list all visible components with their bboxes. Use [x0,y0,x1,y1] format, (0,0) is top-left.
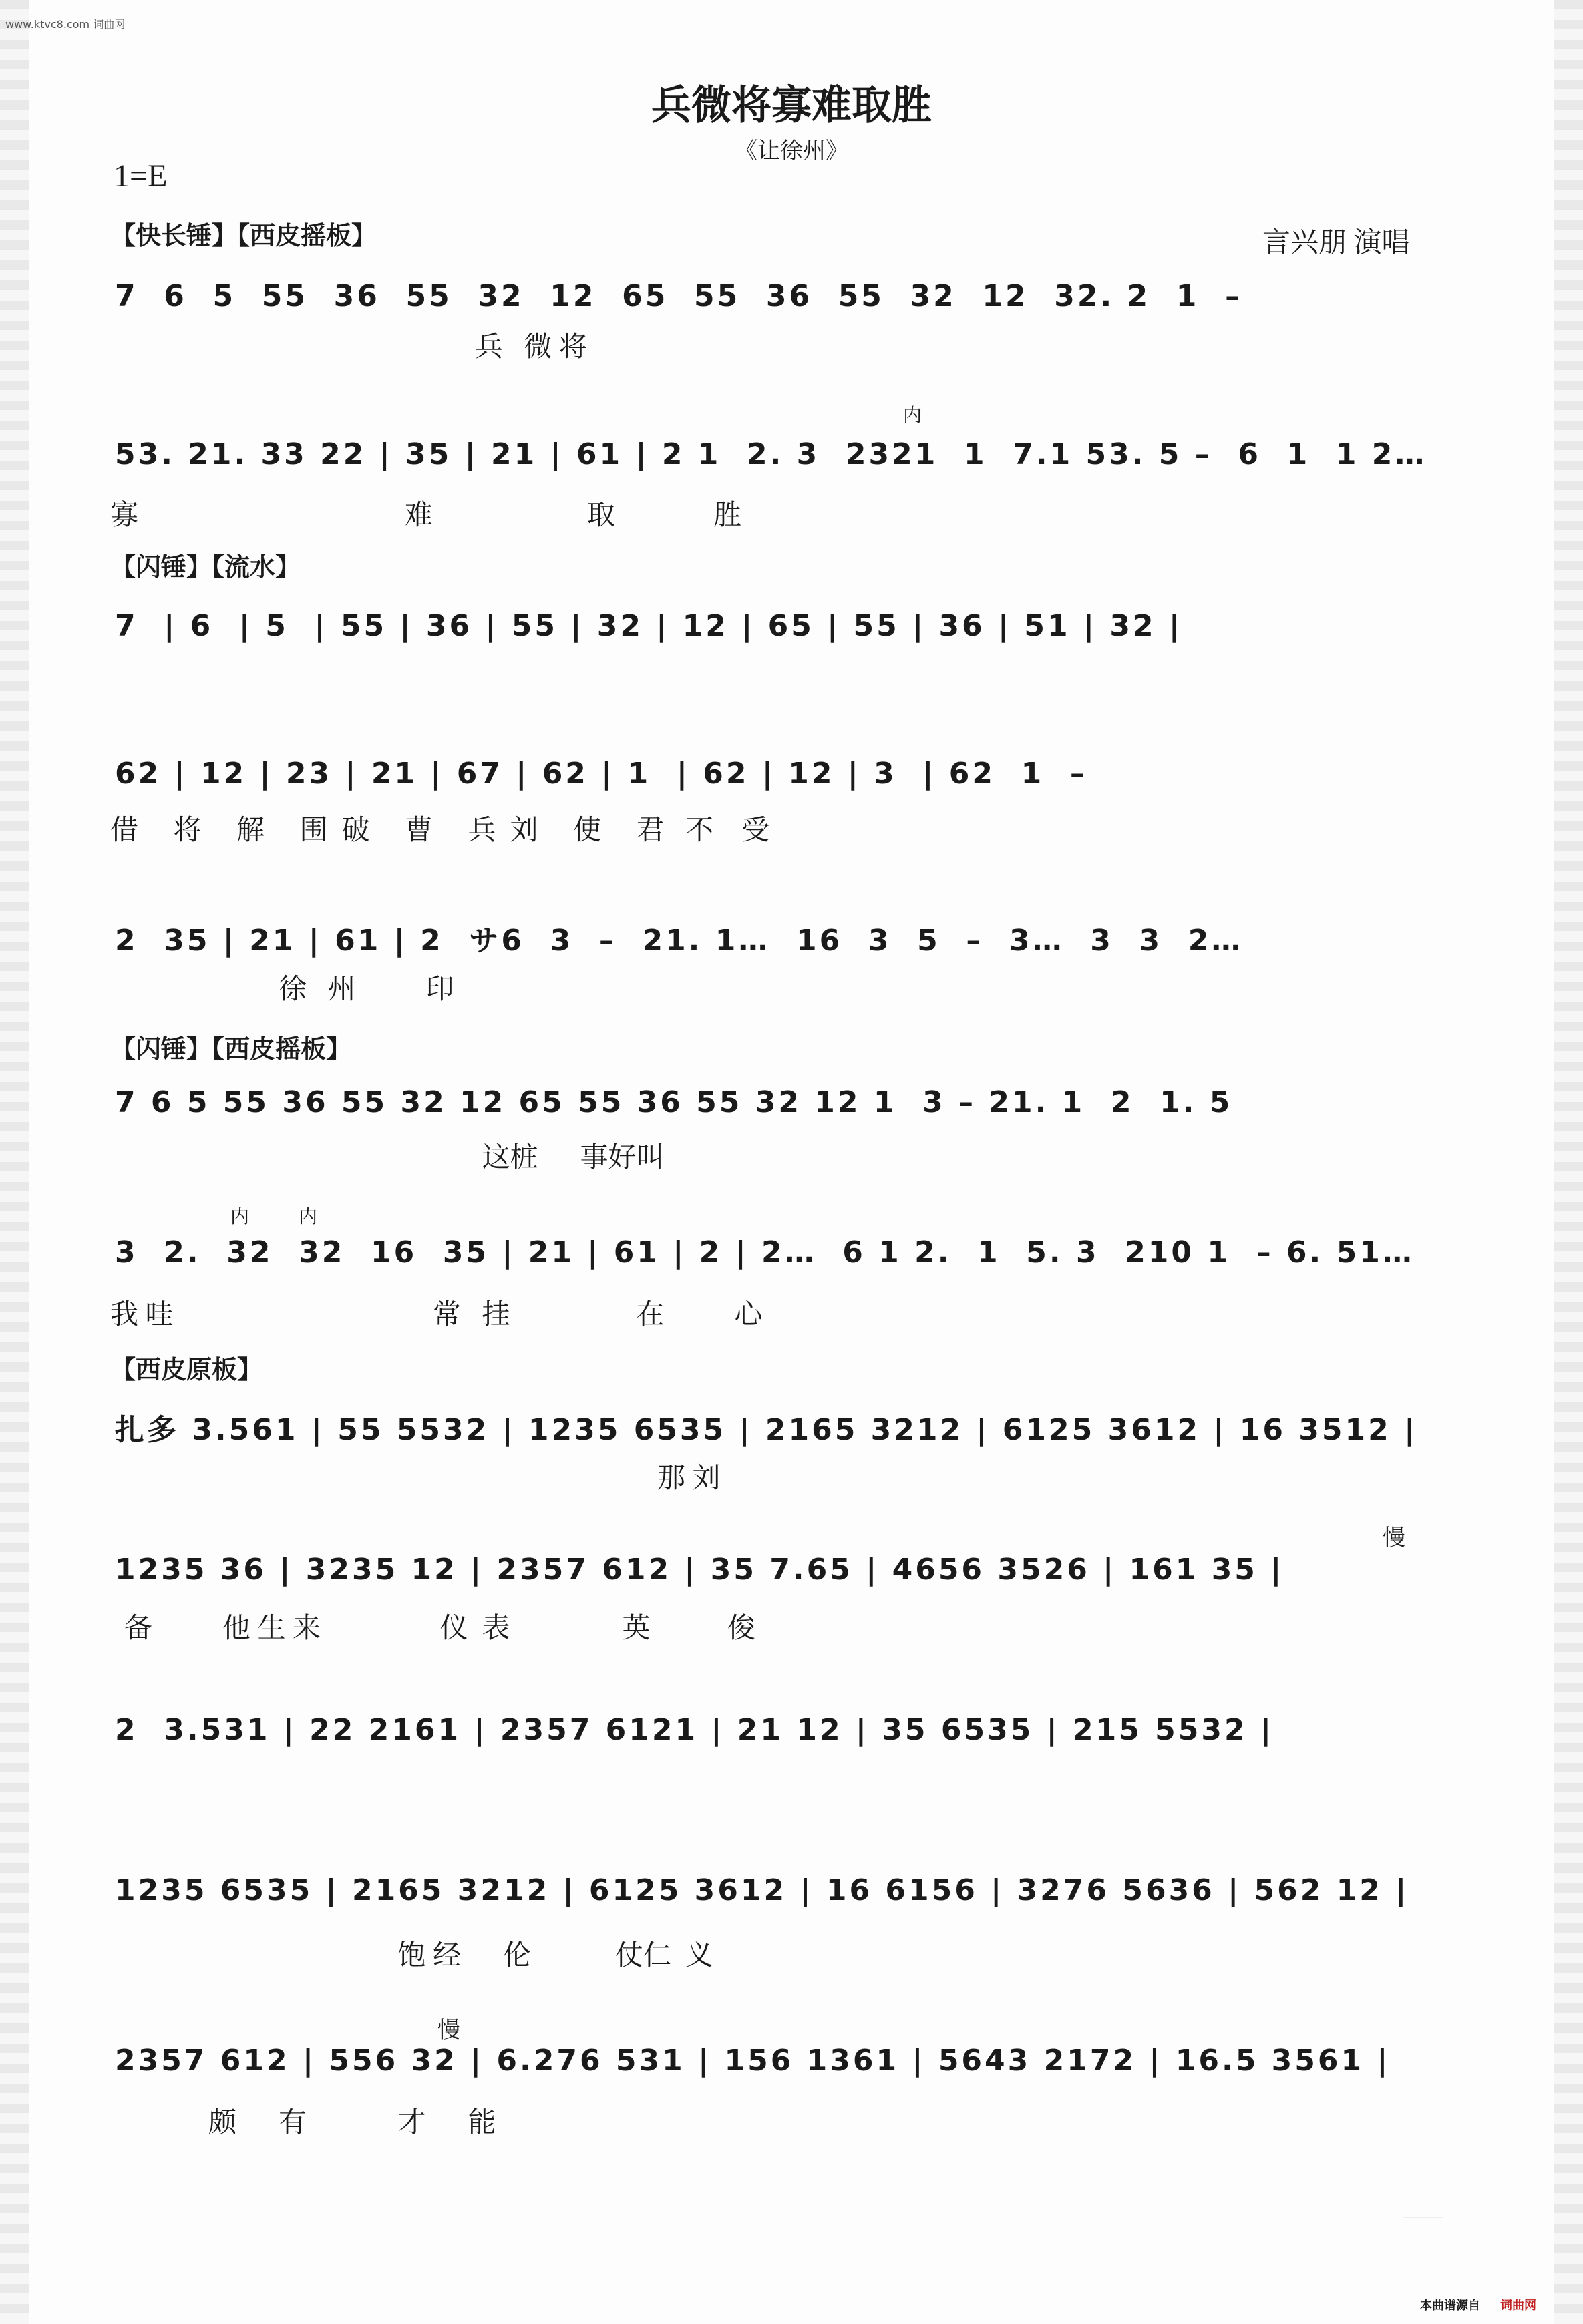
song-subtitle: 《让徐州》 [735,138,848,164]
section-label-2: 【闪锤】【流水】 [110,552,301,582]
singer-credit: 言兴朋 演唱 [1262,228,1410,258]
notation-line-1: 7 6 5 55 36 55 32 12 65 55 36 55 32 12 32. 2 1 – [115,279,1243,313]
notation-line-11: 1235 6535 | 2165 3212 | 6125 3612 | 16 6156 | 3276 5636 | 562 12 | [115,1873,1409,1907]
footer [1420,2296,1536,2313]
lyrics-line-7: 我 哇 常 挂 在 心 [110,1300,763,1330]
annotation-nei-2: 内 [230,1205,250,1227]
annotation-nei-1: 内 [903,404,922,426]
lyrics-line-4: 借 将 解 围 破 曹 兵 刘 使 君 不 受 [110,815,770,846]
notation-line-8: 扎多 3.561 | 55 5532 | 1235 6535 | 2165 3212 | 6125 3612 | 16 3512 | [115,1413,1418,1447]
annotation-nei-3: 内 [299,1205,318,1227]
notation-line-3: 7 | 6 | 5 | 55 | 36 | 55 | 32 | 12 | 65 | 55 | 36 | 51 | 32 | [115,609,1182,643]
right-border-band [1554,0,1583,2324]
lyrics-line-9: 备 他 生 来 仪 表 英 俊 [110,1613,756,1644]
notation-line-5: 2 35 | 21 | 61 | 2 サ6 3 – 21. 1… 16 3 5 – 3… 3 3 2… [115,924,1244,958]
footer-text: 本曲谱源自 [1420,2299,1480,2313]
watermark-url: www.ktvc8.com 词曲网 [5,18,126,31]
section-label-1: 【快长锤】【西皮摇板】 [110,221,377,250]
annotation-man-1: 慢 [1383,1525,1405,1551]
lyrics-line-1: 兵 微 将 [110,332,588,363]
song-title: 兵微将寡难取胜 [651,82,932,129]
lyrics-line-6: 这桩 事好叫 [110,1143,665,1173]
key-signature: 1=E [114,158,168,194]
notation-line-10: 2 3.531 | 22 2161 | 2357 6121 | 21 12 | 35 6535 | 215 5532 | [115,1713,1274,1747]
lyrics-line-2: 寡 难 取 胜 [110,500,742,531]
notation-line-9: 1235 36 | 3235 12 | 2357 612 | 35 7.65 | 4656 3526 | 161 35 | [115,1553,1284,1587]
notation-line-4: 62 | 12 | 23 | 21 | 67 | 62 | 1 | 62 | 12 | 3 | 62 1 – [115,757,1087,791]
lyrics-line-8: 那 刘 [110,1463,721,1494]
lyrics-line-12: 颇 有 才 能 [110,2108,496,2138]
divider [1403,2217,1443,2218]
section-label-3: 【闪锤】【西皮摇板】 [110,1034,352,1064]
notation-line-6: 7 6 5 55 36 55 32 12 65 55 36 55 32 12 1 3 – 21. 1 2 1. 5 [115,1085,1233,1119]
lyrics-line-5: 徐 州 印 [110,974,454,1005]
notation-line-2: 53. 21. 33 22 | 35 | 21 | 61 | 2 1 2. 3 2321 1 7.1 53. 5 – 6 1 1 2… [115,437,1427,471]
lyrics-line-11: 饱 经 伦 仗仁 义 [110,1941,714,1971]
footer-brand: 词曲网 [1500,2299,1536,2313]
notation-line-7: 3 2. 32 32 16 35 | 21 | 61 | 2 | 2… 6 1 2. 1 5. 3 210 1 – 6. 51… [115,1235,1415,1270]
notation-line-12: 2357 612 | 556 32 | 6.276 531 | 156 1361 | 5643 2172 | 16.5 3561 | [115,2044,1391,2078]
annotation-man-2: 慢 [437,2017,460,2044]
section-label-4: 【西皮原板】 [110,1355,263,1384]
left-border-band [0,0,29,2324]
